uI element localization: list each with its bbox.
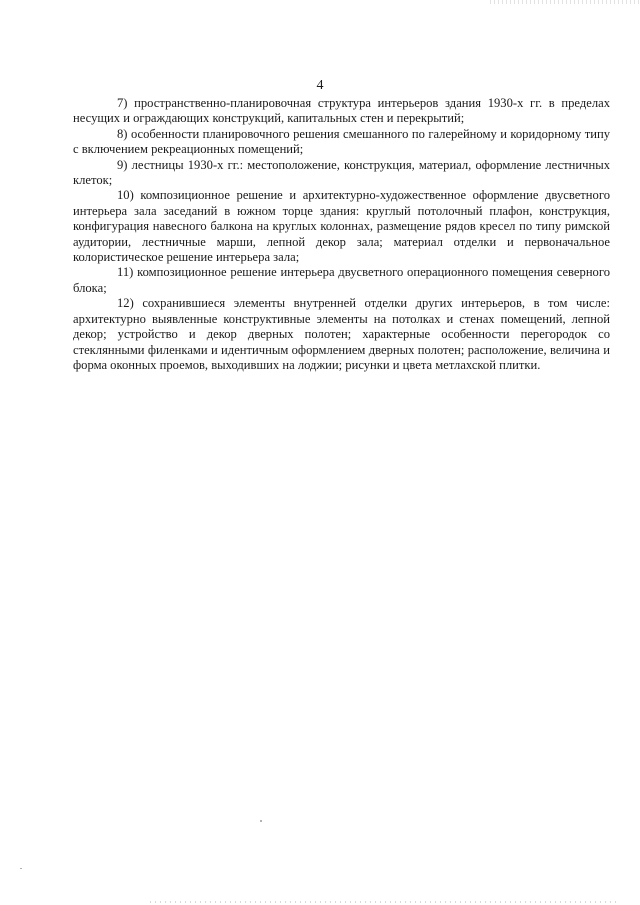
scan-speck bbox=[260, 820, 262, 822]
page-number: 4 bbox=[316, 78, 324, 93]
list-item-11: 11) композиционное решение интерьера двусветного операционного помещения северного блока; bbox=[73, 265, 610, 295]
scan-artifact-top bbox=[490, 0, 640, 4]
scan-artifact-bottom bbox=[150, 901, 620, 903]
list-item-8: 8) особенности планировочного решения смешанного по галерейному и коридорному типу с включением рекреационных помещений; bbox=[73, 126, 610, 157]
list-item-9: 9) лестницы 1930-х гг.: местоположение, конструкция, материал, оформление лестничных клеток; bbox=[73, 157, 610, 188]
list-item-12: 12) сохранившиеся элементы внутренней отделки других интерьеров, в том числе: архитектурно выявленные конструктивные элементы на потолках и стенах помещений, лепной декор; устройство и декор дверных полотен; характерные особенности перегородок со стеклянными филенками и идентичным оформлением дверных полотен; расположение, величина и форма оконных проемов, выходивших на лоджии; рисунки и цвета метлахской плитки. bbox=[73, 296, 610, 372]
list-item-10: 10) композиционное решение и архитектурно-художественное оформление двусветного интерьера зала заседаний в южном торце здания: круглый потолочный плафон, конструкция, конфигурация навесного балкона на круглых колоннах, размещение рядов кресел по типу римской аудитории, лестничные марши, лепной декор зала; материал отделки и первоначальное колористическое решение интерьера зала; bbox=[73, 188, 610, 265]
document-body bbox=[73, 96, 610, 373]
list-item-7: 7) пространственно-планировочная структура интерьеров здания 1930-х гг. в пределах несущих и ограждающих конструкций, капитальных стен и перекрытий; bbox=[73, 96, 610, 126]
scan-speck bbox=[20, 868, 22, 869]
